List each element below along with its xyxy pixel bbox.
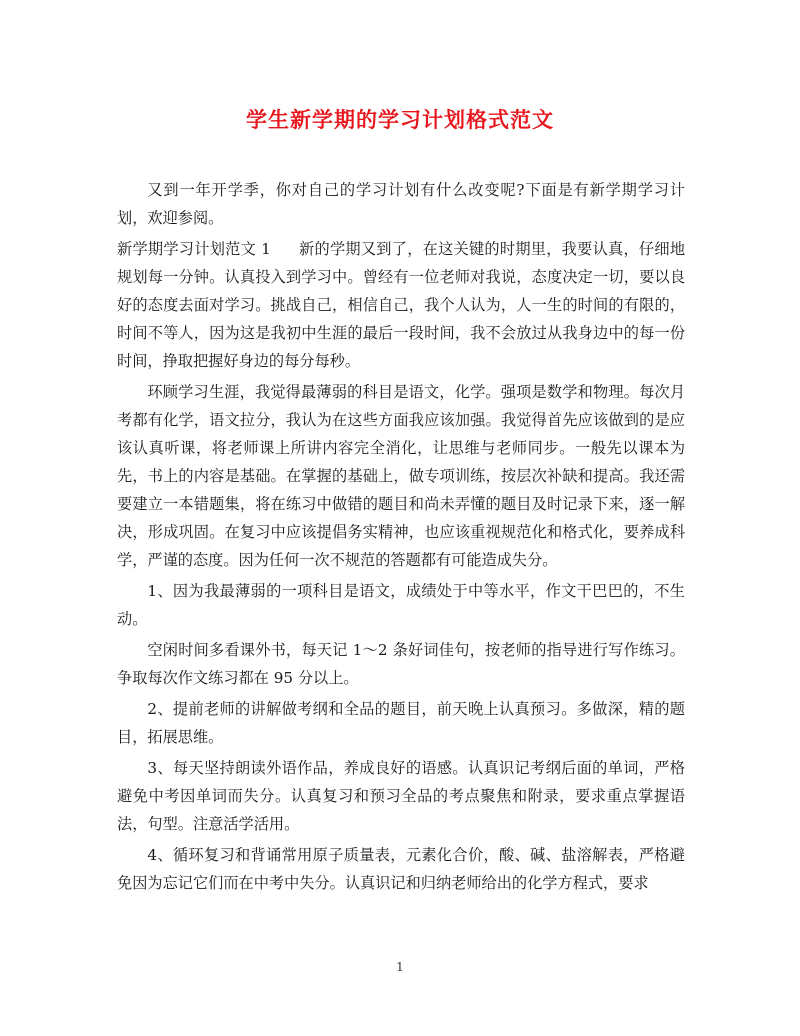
body-paragraph: 空闲时间多看课外书，每天记 1～2 条好词佳句，按老师的指导进行写作练习。争取每次作文练习都在 95 分以上。 [117,641,685,687]
document-body [117,176,685,900]
body-paragraph: 环顾学习生涯，我觉得最薄弱的科目是语文，化学。强项是数学和物理。每次月考都有化学，语文拉分，我认为在这些方面我应该加强。我觉得首先应该做到的是应该认真听课，将老师课上所讲内容完全消化，让思维与老师同步。一般先以课本为先，书上的内容是基础。在掌握的基础上，做专项训练，按层次补缺和提高。我还需要建立一本错题集，将在练习中做错的题目和尚未弄懂的题目及时记录下来，逐一解决，形成巩固。在复习中应该提倡务实精神，也应该重视规范化和格式化，要养成科学，严谨的态度。因为任何一次不规范的答题都有可能造成失分。 [117,383,685,569]
document-title: 学生新学期的学习计划格式范文 [246,107,554,132]
intro-paragraph: 又到一年开学季，你对自己的学习计划有什么改变呢?下面是有新学期学习计划，欢迎参阅。 [117,181,685,227]
sample-paragraph [117,235,685,375]
list-item-math: 2、提前老师的讲解做考纲和全品的题目，前天晚上认真预习。多做深，精的题目，拓展思维。 [117,700,685,746]
page-number: 1 [396,960,404,974]
list-item-chinese: 1、因为我最薄弱的一项科目是语文，成绩处于中等水平，作文干巴巴的，不生动。 [117,582,685,628]
list-item-chemistry: 4、循环复习和背诵常用原子质量表，元素化合价，酸、碱、盐溶解表，严格避免因为忘记它们而在中考中失分。认真识记和归纳老师给出的化学方程式，要求 [117,846,685,892]
sample-label: 新学期学习计划范文 1 [117,240,271,258]
list-item-english: 3、每天坚持朗读外语作品，养成良好的语感。认真识记考纲后面的单词，严格避免中考因单词而失分。认真复习和预习全品的考点聚焦和附录，要求重点掌握语法，句型。注意活学活用。 [117,759,685,833]
sample-text: 新的学期又到了，在这关键的时期里，我要认真，仔细地规划每一分钟。认真投入到学习中。曾经有一位老师对我说，态度决定一切，要以良好的态度去面对学习。挑战自己，相信自己，我个人认为，人一生的时间的有限的，时间不等人，因为这是我初中生涯的最后一段时间，我不会放过从我身边中的每一份时间，挣取把握好身边的每分每秒。 [117,240,686,370]
